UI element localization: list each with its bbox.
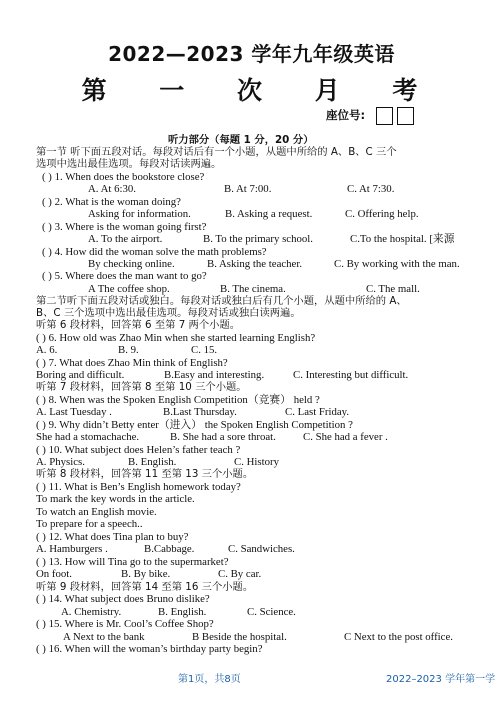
section-text: 听第 7 段材料，回答第 8 至第 10 三个小题。: [36, 381, 247, 393]
section-text: 听第 8 段材料，回答第 11 至第 13 三个小题。: [36, 468, 254, 480]
question-line: To mark the key words in the article.: [36, 493, 195, 505]
footer-school-year: 2022–2023 学年第一学: [386, 674, 496, 685]
question-line: C. Interesting but difficult.: [293, 369, 409, 381]
question-line: ( ) 10. What subject does Helen’s father teach ?: [36, 444, 241, 456]
question-line: B. 9.: [118, 344, 139, 356]
question-line: C.To the hospital. [来源: [350, 233, 455, 245]
section-text: 听第 6 段材料，回答第 6 至第 7 两个小题。: [36, 319, 241, 331]
question-line: B.Easy and interesting.: [164, 369, 265, 381]
question-line: ( ) 3. Where is the woman going first?: [42, 221, 207, 233]
question-line: ( ) 11. What is Ben’s English homework today?: [36, 481, 241, 493]
exam-subtitle: 第 一 次 月 考: [81, 76, 440, 105]
question-line: A. 6.: [36, 344, 58, 356]
question-line: She had a stomachache.: [36, 431, 140, 443]
exam-title: 2022—2023 学年九年级英语: [108, 42, 395, 66]
question-line: C. She had a fever .: [303, 431, 388, 443]
question-line: ( ) 9. Why didn’t Betty enter（进入） the Spoken English Competition ?: [36, 419, 353, 431]
question-line: Boring and difficult.: [36, 369, 125, 381]
seat-box-1[interactable]: [376, 107, 393, 125]
question-line: A. Physics.: [36, 456, 85, 468]
question-line: ( ) 5. Where does the man want to go?: [42, 270, 207, 282]
question-line: C. Last Friday.: [285, 406, 350, 418]
question-line: ( ) 8. When was the Spoken English Competition（竞赛） held ?: [36, 394, 320, 406]
question-line: ( ) 7. What does Zhao Min think of English?: [36, 357, 228, 369]
question-line: B. English.: [158, 606, 207, 618]
question-line: A. At 6:30.: [88, 183, 136, 195]
question-line: To prepare for a speech..: [36, 518, 143, 530]
section-text: 听力部分（每题 1 分，20 分）: [168, 134, 314, 146]
section-text: 第二节听下面五段对话或独白。每段对话或独白后有几个小题，从题中所给的 A、: [36, 295, 407, 307]
question-line: C. The mall.: [366, 283, 420, 295]
question-line: ( ) 15. Where is Mr. Cool’s Coffee Shop?: [36, 618, 214, 630]
question-line: B. To the primary school.: [203, 233, 313, 245]
question-line: A The coffee shop.: [88, 283, 170, 295]
question-line: ( ) 1. When does the bookstore close?: [42, 171, 205, 183]
question-line: B. Asking the teacher.: [207, 258, 303, 270]
section-text: 听第 9 段材料，回答第 14 至第 16 三个小题。: [36, 581, 254, 593]
page-number: 第1页，共8页: [178, 674, 241, 685]
seat-label: 座位号:: [326, 108, 366, 122]
question-line: B Beside the hospital.: [192, 631, 287, 643]
question-line: C. At 7:30.: [347, 183, 395, 195]
question-line: On foot.: [36, 568, 72, 580]
question-line: To watch an English movie.: [36, 506, 157, 518]
question-line: A. Last Tuesday .: [36, 406, 112, 418]
question-line: B. At 7:00.: [224, 183, 272, 195]
seat-box-2[interactable]: [397, 107, 414, 125]
question-line: C Next to the post office.: [344, 631, 453, 643]
question-line: ( ) 6. How old was Zhao Min when she started learning English?: [36, 332, 316, 344]
question-line: ( ) 14. What subject does Bruno dislike?: [36, 593, 210, 605]
question-line: A Next to the bank: [63, 631, 145, 643]
question-line: B. She had a sore throat.: [170, 431, 276, 443]
question-line: A. Chemistry.: [61, 606, 122, 618]
section-text: B、C 三个选项中选出最佳选项。每段对话或独白读两遍。: [36, 307, 301, 319]
question-line: ( ) 13. How will Tina go to the supermarket?: [36, 556, 229, 568]
question-line: C. By car.: [218, 568, 262, 580]
question-line: A. Hamburgers .: [36, 543, 108, 555]
question-line: ( ) 4. How did the woman solve the math problems?: [42, 246, 267, 258]
question-line: A. To the airport.: [88, 233, 163, 245]
question-line: B. The cinema.: [220, 283, 286, 295]
question-line: C. Offering help.: [345, 208, 419, 220]
question-line: ( ) 16. When will the woman’s birthday party begin?: [36, 643, 263, 655]
question-line: B.Last Thursday.: [163, 406, 237, 418]
question-line: B. Asking a request.: [225, 208, 313, 220]
question-line: C. 15.: [191, 344, 218, 356]
question-line: By checking online.: [88, 258, 175, 270]
question-line: B. English.: [128, 456, 177, 468]
question-line: C. Sandwiches.: [228, 543, 295, 555]
question-line: C. History: [234, 456, 279, 468]
question-line: ( ) 12. What does Tina plan to buy?: [36, 531, 189, 543]
question-line: B. By bike.: [121, 568, 171, 580]
question-line: B.Cabbage.: [144, 543, 195, 555]
question-line: ( ) 2. What is the woman doing?: [42, 196, 181, 208]
question-line: C. By working with the man.: [334, 258, 460, 270]
section-text: 第一节 听下面五段对话。每段对话后有一个小题，从题中所给的 A、B、C 三个: [36, 146, 397, 158]
question-line: C. Science.: [247, 606, 296, 618]
question-line: Asking for information.: [88, 208, 191, 220]
section-text: 选项中选出最佳选项。每段对话读两遍。: [36, 158, 222, 170]
